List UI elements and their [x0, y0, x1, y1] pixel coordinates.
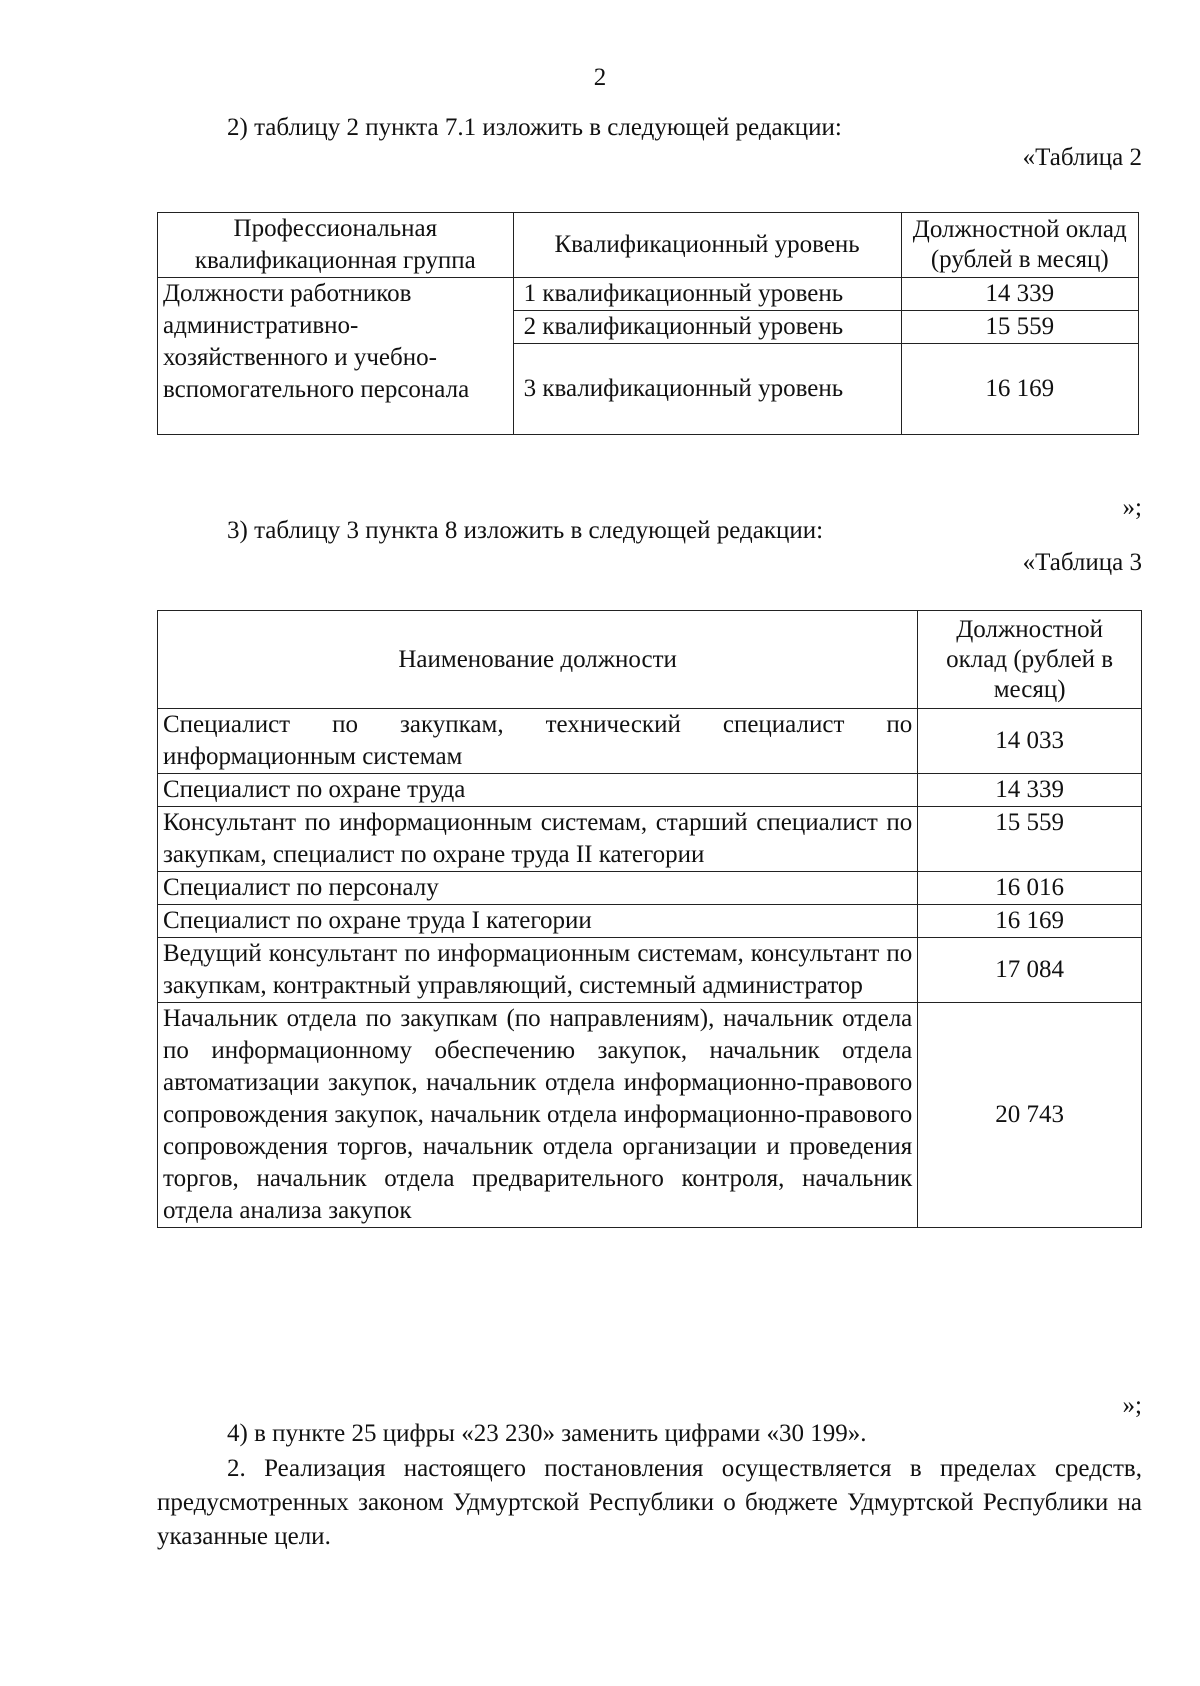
page-number: 2	[593, 64, 607, 91]
table-2-level-cell: 2 квалификационный уровень	[513, 311, 901, 344]
table-2	[157, 212, 1139, 435]
table-row	[158, 709, 1142, 774]
table-row	[158, 905, 1142, 938]
table-3-caption: «Таблица 3	[1022, 549, 1142, 576]
table-2-salary-cell: 14 339	[901, 278, 1138, 311]
table-row	[158, 278, 1139, 311]
table-3-closing-quote: »;	[1122, 1392, 1142, 1419]
table-3-header-position: Наименование должности	[158, 611, 918, 709]
item-3-text: 3) таблицу 3 пункта 8 изложить в следующей редакции:	[227, 517, 824, 544]
table-2-header-group: Профессиональная квалификационная группа	[158, 213, 514, 278]
table-row	[158, 774, 1142, 807]
table-3	[157, 610, 1142, 1228]
table-3-salary-cell: 16 169	[918, 905, 1142, 938]
table-row	[158, 872, 1142, 905]
table-3-position-cell: Начальник отдела по закупкам (по направлениям), начальник отдела по информационному обеспечению закупок, начальник отдела автоматизации закупок, начальник отдела информационно-правового сопровождения закупок, начальник отдела информационно-правового сопровождения торгов, начальник отдела организации и проведения торгов, начальник отдела предварительного контроля, начальник отдела анализа закупок	[158, 1003, 918, 1228]
table-3-salary-cell: 17 084	[918, 938, 1142, 1003]
item-2-text: 2) таблицу 2 пункта 7.1 изложить в следующей редакции:	[227, 114, 842, 141]
table-2-header-row	[158, 213, 1139, 278]
section-2-paragraph: 2. Реализация настоящего постановления осуществляется в пределах средств, предусмотренных законом Удмуртской Республики о бюджете Удмуртской Республики на указанные цели.	[157, 1455, 1142, 1550]
table-3-position-cell: Специалист по закупкам, технический специалист по информационным системам	[158, 709, 918, 774]
table-3-salary-cell: 16 016	[918, 872, 1142, 905]
table-3-header-row	[158, 611, 1142, 709]
table-3-header-salary: Должностной оклад (рублей в месяц)	[918, 611, 1142, 709]
table-3-salary-cell: 14 339	[918, 774, 1142, 807]
table-row	[158, 807, 1142, 872]
table-2-caption: «Таблица 2	[1022, 144, 1142, 171]
table-2-level-cell: 3 квалификационный уровень	[513, 344, 901, 435]
table-3-position-cell: Специалист по персоналу	[158, 872, 918, 905]
table-2-level-cell: 1 квалификационный уровень	[513, 278, 901, 311]
table-2-closing-quote: »;	[1122, 494, 1142, 521]
table-3-salary-cell: 15 559	[918, 807, 1142, 872]
table-2-header-salary: Должностной оклад (рублей в месяц)	[901, 213, 1138, 278]
table-row	[158, 1003, 1142, 1228]
table-3-position-cell: Специалист по охране труда	[158, 774, 918, 807]
table-3-position-cell: Консультант по информационным системам, старший специалист по закупкам, специалист по охране труда II категории	[158, 807, 918, 872]
item-4-text: 4) в пункте 25 цифры «23 230» заменить цифрами «30 199».	[227, 1420, 867, 1447]
table-2-salary-cell: 16 169	[901, 344, 1138, 435]
table-2-salary-cell: 15 559	[901, 311, 1138, 344]
table-row	[158, 938, 1142, 1003]
table-2-group-cell: Должности работников административно-хозяйственного и учебно-вспомогательного персонала	[158, 278, 514, 435]
table-2-header-level: Квалификационный уровень	[513, 213, 901, 278]
table-3-salary-cell: 20 743	[918, 1003, 1142, 1228]
table-3-salary-cell: 14 033	[918, 709, 1142, 774]
table-3-position-cell: Специалист по охране труда I категории	[158, 905, 918, 938]
table-3-position-cell: Ведущий консультант по информационным системам, консультант по закупкам, контрактный управляющий, системный администратор	[158, 938, 918, 1003]
